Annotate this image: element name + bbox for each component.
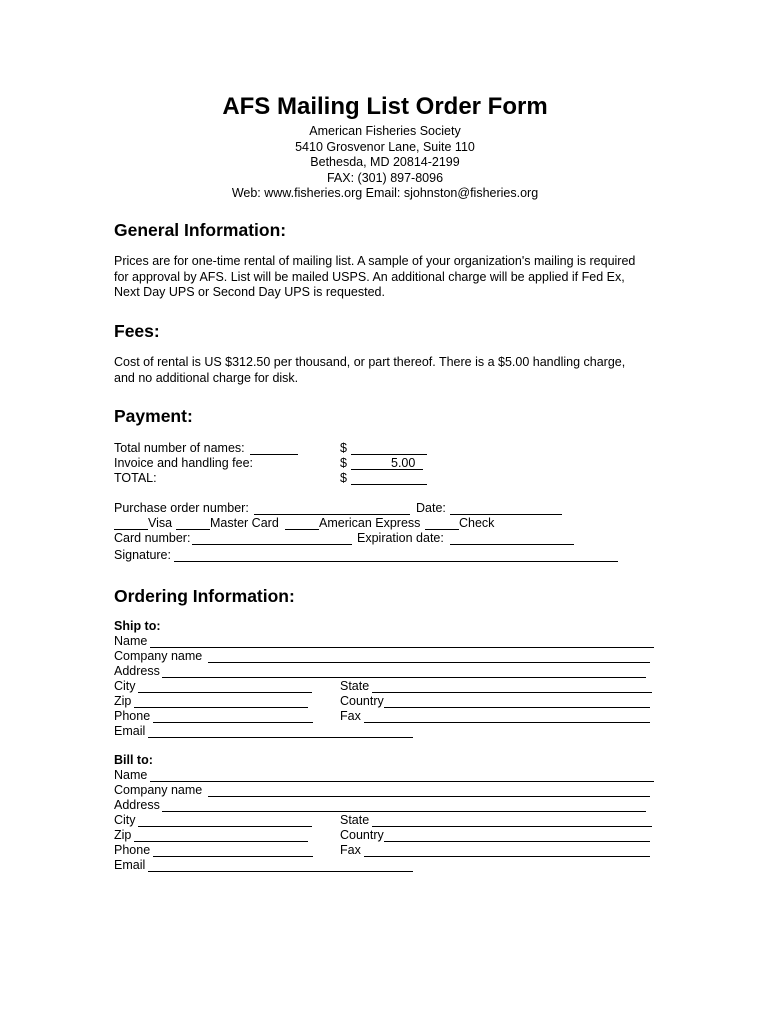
- amex-checkbox-line[interactable]: [285, 529, 319, 530]
- bill-email-label: Email: [114, 858, 146, 872]
- signature-label: Signature:: [114, 548, 171, 562]
- ship-address-label: Address: [114, 664, 160, 678]
- page-title: AFS Mailing List Order Form: [222, 93, 548, 120]
- ship-name-label: Name: [114, 634, 148, 648]
- ship-address-field[interactable]: [162, 677, 646, 678]
- ship-fax-label: Fax: [340, 709, 361, 723]
- fees-paragraph: [114, 355, 644, 386]
- general-line: Next Day UPS or Second Day UPS is requested.: [114, 285, 385, 299]
- bill-city-label: City: [114, 813, 136, 827]
- handling-fee-value: 5.00: [391, 456, 416, 470]
- invoice-fee-label: Invoice and handling fee:: [114, 456, 253, 470]
- bill-state-field[interactable]: [372, 826, 652, 827]
- web-email: Web: www.fisheries.org Email: sjohnston@fisheries.org: [231, 186, 539, 200]
- general-heading: General Information:: [114, 220, 287, 240]
- ship-city-label: City: [114, 679, 136, 693]
- bill-phone-label: Phone: [114, 843, 151, 857]
- expiration-label: Expiration date:: [357, 531, 444, 545]
- po-number-field[interactable]: [254, 514, 410, 515]
- visa-option: Visa: [148, 516, 173, 530]
- bill-zip-field[interactable]: [134, 841, 308, 842]
- bill-email-field[interactable]: [148, 871, 413, 872]
- payment-heading: Payment:: [114, 406, 193, 426]
- amex-option: American Express: [319, 516, 421, 530]
- dollar-sign: $: [340, 441, 347, 455]
- ship-email-label: Email: [114, 724, 146, 738]
- ship-company-field[interactable]: [208, 662, 650, 663]
- fax-number: FAX: (301) 897-8096: [326, 170, 444, 185]
- ship-state-field[interactable]: [372, 692, 652, 693]
- fees-line: Cost of rental is US $312.50 per thousand, or part thereof. There is a $5.00 handling charge,: [114, 355, 626, 369]
- bill-country-label: Country: [340, 828, 384, 842]
- date-label: Date:: [416, 501, 446, 515]
- ship-phone-field[interactable]: [153, 722, 313, 723]
- ship-fax-field[interactable]: [364, 722, 650, 723]
- dollar-sign: $: [340, 456, 347, 470]
- bill-to-heading: Bill to:: [114, 753, 153, 767]
- bill-fax-label: Fax: [340, 843, 361, 857]
- check-checkbox-line[interactable]: [425, 529, 459, 530]
- bill-zip-label: Zip: [114, 828, 132, 842]
- ship-zip-label: Zip: [114, 694, 132, 708]
- total-amount-field[interactable]: [351, 484, 427, 485]
- bill-address-field[interactable]: [162, 811, 646, 812]
- general-paragraph: [114, 254, 644, 301]
- ordering-heading: Ordering Information:: [114, 586, 295, 606]
- dollar-sign: $: [340, 471, 347, 485]
- total-names-field[interactable]: [250, 454, 298, 455]
- ship-phone-label: Phone: [114, 709, 151, 723]
- card-number-field[interactable]: [192, 544, 352, 545]
- bill-company-field[interactable]: [208, 796, 650, 797]
- names-amount-field[interactable]: [351, 454, 427, 455]
- po-number-label: Purchase order number:: [114, 501, 249, 515]
- card-number-label: Card number:: [114, 531, 191, 545]
- address-block: [0, 124, 770, 202]
- bill-name-label: Name: [114, 768, 148, 782]
- fees-heading: Fees:: [114, 321, 160, 341]
- total-names-label: Total number of names:: [114, 441, 245, 455]
- ship-to-heading: Ship to:: [114, 619, 161, 633]
- ship-company-label: Company name: [114, 649, 203, 663]
- check-option: Check: [459, 516, 495, 530]
- ship-zip-field[interactable]: [134, 707, 308, 708]
- signature-field[interactable]: [174, 561, 618, 562]
- ship-name-field[interactable]: [150, 647, 654, 648]
- visa-checkbox-line[interactable]: [114, 529, 148, 530]
- mastercard-option: Master Card: [210, 516, 279, 530]
- bill-state-label: State: [340, 813, 370, 827]
- mastercard-checkbox-line[interactable]: [176, 529, 210, 530]
- expiration-field[interactable]: [450, 544, 574, 545]
- ship-country-label: Country: [340, 694, 384, 708]
- general-line: for approval by AFS. List will be mailed USPS. An additional charge will be applied if Fed Ex,: [114, 269, 625, 284]
- ship-state-label: State: [340, 679, 370, 693]
- street-address: 5410 Grosvenor Lane, Suite 110: [295, 139, 475, 154]
- ship-country-field[interactable]: [384, 707, 650, 708]
- bill-fax-field[interactable]: [364, 856, 650, 857]
- fees-line: and no additional charge for disk.: [114, 370, 299, 385]
- general-line: Prices are for one-time rental of mailing list. A sample of your organization's mailing is required: [114, 254, 636, 268]
- bill-company-label: Company name: [114, 783, 203, 797]
- bill-name-field[interactable]: [150, 781, 654, 782]
- total-label: TOTAL:: [114, 471, 157, 485]
- ship-email-field[interactable]: [148, 737, 413, 738]
- bill-phone-field[interactable]: [153, 856, 313, 857]
- bill-city-field[interactable]: [138, 826, 312, 827]
- ship-city-field[interactable]: [138, 692, 312, 693]
- bill-country-field[interactable]: [384, 841, 650, 842]
- date-field[interactable]: [450, 514, 562, 515]
- city-state-zip: Bethesda, MD 20814-2199: [310, 155, 460, 169]
- org-name: American Fisheries Society: [309, 124, 461, 138]
- bill-address-label: Address: [114, 798, 160, 812]
